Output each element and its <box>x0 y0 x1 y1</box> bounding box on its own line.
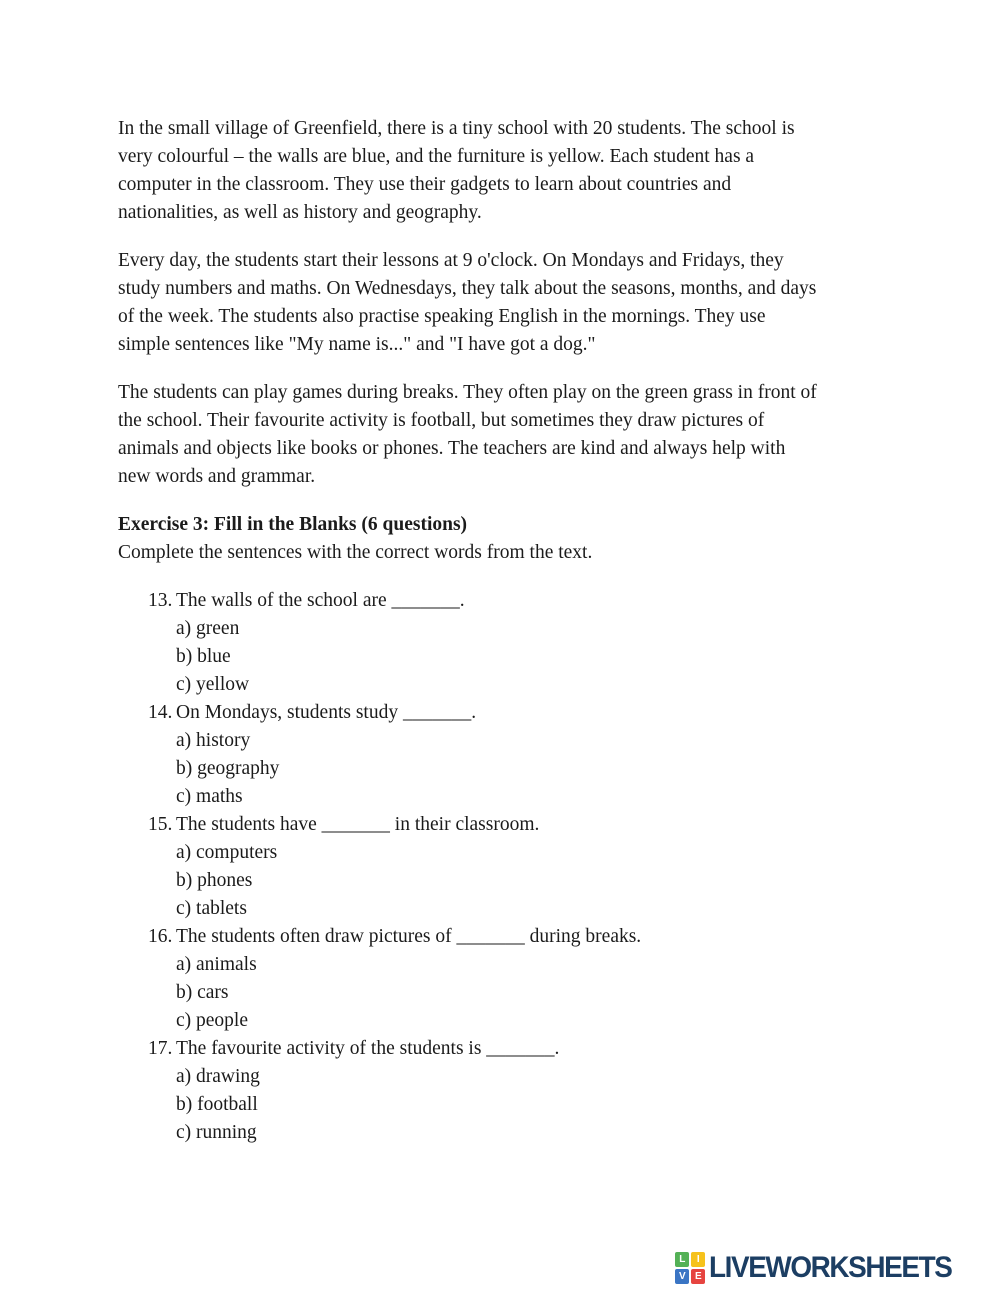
answer-option[interactable]: b) geography <box>176 758 280 779</box>
logo-tile-i: I <box>691 1252 705 1267</box>
paragraph-line: Every day, the students start their lessons at 9 o'clock. On Mondays and Fridays, they <box>118 250 784 271</box>
brand-wordmark: LIVEWORKSHEETS <box>709 1251 952 1284</box>
question-text: The students often draw pictures of _______ during breaks. <box>176 926 642 947</box>
question-item <box>118 923 908 1035</box>
answer-option[interactable]: c) yellow <box>176 674 250 695</box>
question-number: 17. <box>148 1038 173 1059</box>
question-number: 13. <box>148 590 173 611</box>
worksheet-content <box>118 115 908 1147</box>
paragraph-line: computer in the classroom. They use their gadgets to learn about countries and <box>118 174 732 195</box>
liveworksheets-grid-icon <box>675 1252 705 1284</box>
logo-tile-e: E <box>691 1269 705 1284</box>
answer-option[interactable]: b) blue <box>176 646 231 667</box>
question-item <box>118 587 908 699</box>
answer-option[interactable]: b) cars <box>176 982 229 1003</box>
paragraph <box>118 379 908 491</box>
paragraph-line: the school. Their favourite activity is football, but sometimes they draw pictures of <box>118 410 765 431</box>
question-list <box>118 587 908 1147</box>
question-item <box>118 1035 908 1147</box>
answer-option[interactable]: a) green <box>176 618 240 639</box>
question-line <box>118 699 908 727</box>
paragraph-line: study numbers and maths. On Wednesdays, they talk about the seasons, months, and days <box>118 278 817 299</box>
question-number: 16. <box>148 926 173 947</box>
question-item <box>118 811 908 923</box>
answer-option[interactable]: a) drawing <box>176 1066 260 1087</box>
liveworksheets-logo[interactable] <box>675 1251 970 1285</box>
question-line <box>118 1035 908 1063</box>
answer-option[interactable]: a) animals <box>176 954 257 975</box>
answer-option[interactable]: c) people <box>176 1010 249 1031</box>
paragraph-line: In the small village of Greenfield, there is a tiny school with 20 students. The school is <box>118 118 795 139</box>
answer-option[interactable]: b) football <box>176 1094 258 1115</box>
question-text: The walls of the school are _______. <box>176 590 465 611</box>
paragraph <box>118 115 908 227</box>
answer-option[interactable]: a) computers <box>176 842 278 863</box>
question-line <box>118 587 908 615</box>
exercise-heading: Exercise 3: Fill in the Blanks (6 questions) <box>118 514 468 535</box>
paragraph-line: The students can play games during breaks. They often play on the green grass in front of <box>118 382 817 403</box>
answer-option[interactable]: c) tablets <box>176 898 247 919</box>
question-item <box>118 699 908 811</box>
logo-tile-l: L <box>675 1252 689 1267</box>
question-text: The favourite activity of the students is _______. <box>176 1038 560 1059</box>
question-line <box>118 811 908 839</box>
paragraph-line: simple sentences like "My name is..." and "I have got a dog." <box>118 334 596 355</box>
answer-option[interactable]: a) history <box>176 730 251 751</box>
paragraph-line: very colourful – the walls are blue, and the furniture is yellow. Each student has a <box>118 146 755 167</box>
paragraph-line: nationalities, as well as history and geography. <box>118 202 482 223</box>
question-number: 15. <box>148 814 173 835</box>
answer-option[interactable]: c) maths <box>176 786 243 807</box>
exercise-instructions: Complete the sentences with the correct words from the text. <box>118 542 593 563</box>
footer <box>675 1250 970 1286</box>
answer-option[interactable]: b) phones <box>176 870 253 891</box>
paragraph-line: animals and objects like books or phones. The teachers are kind and always help with <box>118 438 786 459</box>
logo-tile-v: V <box>675 1269 689 1284</box>
question-number: 14. <box>148 702 173 723</box>
question-line <box>118 923 908 951</box>
paragraph-line: new words and grammar. <box>118 466 316 487</box>
question-text: On Mondays, students study _______. <box>176 702 477 723</box>
paragraph-line: of the week. The students also practise speaking English in the mornings. They use <box>118 306 766 327</box>
question-text: The students have _______ in their classroom. <box>176 814 540 835</box>
paragraph <box>118 247 908 359</box>
answer-option[interactable]: c) running <box>176 1122 257 1143</box>
